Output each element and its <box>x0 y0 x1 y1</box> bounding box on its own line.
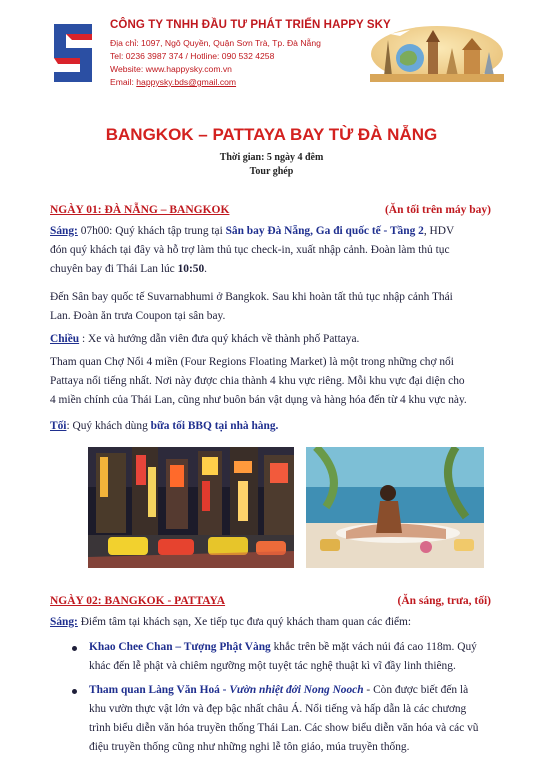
day1-afternoon <box>50 330 493 349</box>
text: - Còn được biết đến là <box>363 684 469 696</box>
company-header <box>48 16 504 92</box>
day1-arrival-line1: Đến Sân bay quốc tế Suvarnabhumi ở Bangkok. Sau khi hoàn tất thủ tục nhập cảnh Thái <box>50 291 453 303</box>
company-website[interactable]: Website: www.happysky.com.vn <box>110 64 232 74</box>
flight-time: 10:50 <box>177 263 205 275</box>
day2-heading <box>50 595 491 607</box>
nong-nooch-subtitle: Vườn nhiệt đới Nong Nooch <box>229 684 364 696</box>
day1-morning-line3 <box>50 260 493 279</box>
airport-highlight: Sân bay Đà Nẵng, Ga đi quốc tế - Tầng 2 <box>225 225 424 237</box>
text: 07h00: Quý khách tập trung tại <box>77 225 226 237</box>
company-name: CÔNG TY TNHH ĐẦU TƯ PHÁT TRIỂN HAPPY SKY <box>110 19 391 31</box>
email-label: Email: <box>110 77 137 87</box>
spa-massage-photo <box>306 447 484 568</box>
day2-item2-line1 <box>89 681 493 700</box>
day1-arrival-line2: Lan. Đoàn ăn trưa Coupon tại sân bay. <box>50 310 226 322</box>
day2-item2-line2: khu vườn thực vật lớn và đẹp bậc nhất châu Á. Nổi tiếng và hấp dẫn là các chương <box>89 703 467 715</box>
text: : Xe và hướng dẫn viên đưa quý khách về thành phố Pattaya. <box>79 333 360 345</box>
text: . <box>204 263 208 275</box>
nong-nooch-title: Tham quan Làng Văn Hoá - <box>89 684 230 696</box>
day2-item2-line4: điệu truyền thống cũng như những nghi lễ tôn giáo, múa truyền thống. <box>89 741 410 753</box>
day2-meals: (Ăn sáng, trưa, tối) <box>397 595 491 607</box>
company-email-line <box>110 77 236 87</box>
company-logo-icon <box>48 20 102 84</box>
tour-title: BANGKOK – PATTAYA BAY TỪ ĐÀ NẴNG <box>105 125 438 144</box>
bullet-icon <box>72 689 77 694</box>
day1-market-line2: Pattaya nổi tiếng nhất. Nơi này được chia thành 4 khu vực riêng. Mỗi khu vực đại diện cho <box>50 375 465 387</box>
day1-meals: (Ăn tối trên máy bay) <box>384 204 491 216</box>
day2-item1-line1 <box>89 638 493 657</box>
tour-type: Tour ghép <box>249 166 294 177</box>
day1-heading <box>50 204 491 216</box>
text: Điểm tâm tại khách sạn, Xe tiếp tục đưa quý khách tham quan các điểm: <box>77 616 412 628</box>
day1-title: NGÀY 01: ĐÀ NẴNG – BANGKOK <box>50 204 230 216</box>
morning-label: Sáng: <box>50 616 78 628</box>
day1-evening <box>50 417 493 436</box>
text: : Quý khách dùng <box>66 420 151 432</box>
day1-morning-line1 <box>50 222 493 241</box>
day2-item1-line2: khác đến lễ phật và chiêm ngưỡng một tuyệt tác nghệ thuật kì vĩ đầy linh thiêng. <box>89 660 456 672</box>
evening-label: Tối <box>50 420 67 432</box>
bbq-highlight: bữa tối BBQ tại nhà hàng. <box>150 420 279 432</box>
day2-morning <box>50 613 493 632</box>
day2-item2-line3: trình biểu diễn văn hóa truyền thống Thái Lan. Các show biểu diễn văn hóa và các vũ <box>89 722 479 734</box>
bangkok-street-photo <box>88 447 294 568</box>
world-landmarks-image <box>370 22 504 82</box>
day1-morning-line2: đón quý khách tại đây và hỗ trợ làm thủ tục check-in, xuất nhập cảnh. Đoàn làm thủ tục <box>50 244 450 256</box>
text: chuyên bay đi Thái Lan lúc <box>50 263 178 275</box>
day1-market-line1: Tham quan Chợ Nổi 4 miền (Four Regions Floating Market) là một trong những chợ nổi <box>50 356 454 368</box>
khao-chee-chan-title: Khao Chee Chan – Tượng Phật Vàng <box>89 641 271 653</box>
morning-label: Sáng: <box>50 225 78 237</box>
company-phone: Tel: 0236 3987 374 / Hotline: 090 532 4258 <box>110 51 275 61</box>
bullet-icon <box>72 646 77 651</box>
day2-title: NGÀY 02: BANGKOK - PATTAYA <box>50 595 226 607</box>
afternoon-label: Chiều <box>50 333 80 345</box>
tour-duration: Thời gian: 5 ngày 4 đêm <box>219 152 324 163</box>
company-address: Địa chỉ: 1097, Ngô Quyền, Quận Sơn Trà, Tp. Đà Nẵng <box>110 38 321 48</box>
text: khắc trên bề mặt vách núi đá cao 118m. Quý <box>270 641 477 653</box>
company-email-link[interactable]: happysky.bds@gmail.com <box>136 77 237 87</box>
day1-market-line3: 4 miền chính của Thái Lan, cũng như buôn bán vật dụng và hàng hóa đến từ 4 khu vực này. <box>50 394 467 406</box>
text: , HDV <box>423 225 455 237</box>
